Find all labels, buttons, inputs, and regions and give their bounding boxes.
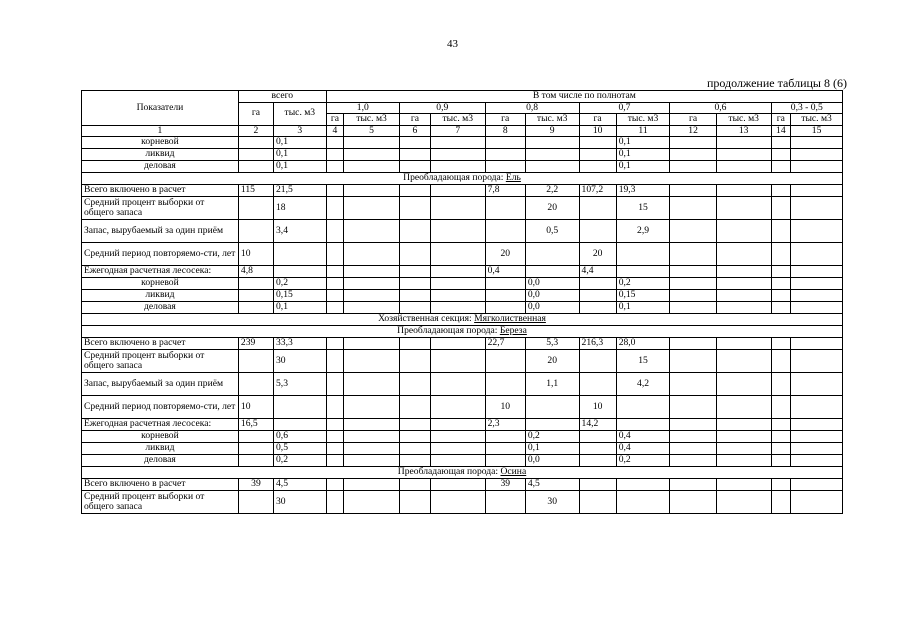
header-ha: га xyxy=(670,114,716,126)
table-row xyxy=(82,491,843,514)
header-ha: га xyxy=(485,114,525,126)
header-m3: тыс. м3 xyxy=(716,114,771,126)
col-number: 4 xyxy=(326,125,344,137)
cell-value: 19,3 xyxy=(616,185,670,197)
table-row xyxy=(82,479,843,491)
cell-value: 0,2 xyxy=(274,278,327,290)
row-label: корневой xyxy=(82,431,239,443)
cell-value: 33,3 xyxy=(274,338,327,350)
col-number: 10 xyxy=(579,125,616,137)
section-label: Преобладающая порода: xyxy=(403,172,506,184)
table-row xyxy=(82,161,843,173)
header-indicators: Показатели xyxy=(82,91,239,126)
section-row xyxy=(82,467,843,479)
table-row xyxy=(82,137,843,149)
col-number: 7 xyxy=(430,125,485,137)
col-number: 8 xyxy=(485,125,525,137)
cell-value: 0,0 xyxy=(525,278,579,290)
table-row xyxy=(82,278,843,290)
table-continuation-caption: продолжение таблицы 8 (6) xyxy=(706,76,847,90)
table-row xyxy=(82,220,843,243)
col-number: 12 xyxy=(670,125,716,137)
table-row xyxy=(82,266,843,278)
section-row xyxy=(82,326,843,338)
logging-table xyxy=(81,90,843,514)
cell-value: 39 xyxy=(238,479,273,491)
table-row xyxy=(82,290,843,302)
header-total-m3: тыс. м3 xyxy=(274,102,327,125)
row-label: деловая xyxy=(82,455,239,467)
row-label: Всего включено в расчет xyxy=(82,185,239,197)
cell-value: 216,3 xyxy=(579,338,616,350)
header-total: всего xyxy=(238,91,326,103)
header-ha: га xyxy=(771,114,791,126)
cell-value: 2,3 xyxy=(485,419,525,431)
cell-value: 10 xyxy=(485,396,525,419)
section-row xyxy=(82,314,843,326)
cell-value: 0,1 xyxy=(274,137,327,149)
row-label: Запас, вырубаемый за один приём xyxy=(82,220,239,243)
header-ha: га xyxy=(579,114,616,126)
col-number: 9 xyxy=(525,125,579,137)
col-number: 1 xyxy=(82,125,239,137)
header-m3: тыс. м3 xyxy=(344,114,400,126)
cell-value: 21,5 xyxy=(274,185,327,197)
cell-value: 28,0 xyxy=(616,338,670,350)
section-value: Береза xyxy=(499,325,527,337)
cell-value: 2,2 xyxy=(525,185,579,197)
section-value: Осина xyxy=(500,466,527,478)
col-number: 15 xyxy=(791,125,843,137)
cell-value: 0,2 xyxy=(525,431,579,443)
cell-value: 20 xyxy=(525,197,579,220)
cell-value: 10 xyxy=(238,396,273,419)
row-label: деловая xyxy=(82,161,239,173)
col-number: 14 xyxy=(771,125,791,137)
cell-value: 4,4 xyxy=(579,266,616,278)
row-label: Средний период повторяемо-сти, лет xyxy=(82,243,239,266)
cell-value: 18 xyxy=(274,197,327,220)
cell-value: 0,4 xyxy=(485,266,525,278)
cell-value: 7,8 xyxy=(485,185,525,197)
cell-value: 10 xyxy=(579,396,616,419)
table-row xyxy=(82,338,843,350)
cell-value: 0,4 xyxy=(616,431,670,443)
cell-value: 0,4 xyxy=(616,443,670,455)
cell-value: 5,3 xyxy=(274,373,327,396)
row-label: ликвид xyxy=(82,443,239,455)
cell-value: 0,5 xyxy=(274,443,327,455)
col-number: 6 xyxy=(399,125,430,137)
col-number: 2 xyxy=(238,125,273,137)
cell-value: 20 xyxy=(485,243,525,266)
row-label: Ежегодная расчетная лесосека: xyxy=(82,266,239,278)
cell-value: 0,0 xyxy=(525,455,579,467)
table-row xyxy=(82,431,843,443)
header-density: 0,6 xyxy=(670,102,771,114)
section-label: Преобладающая порода: xyxy=(397,325,500,337)
cell-value: 115 xyxy=(238,185,273,197)
section-label: Преобладающая порода: xyxy=(397,466,501,478)
header-density: 0,9 xyxy=(399,102,485,114)
col-number: 5 xyxy=(344,125,400,137)
cell-value: 0,15 xyxy=(274,290,327,302)
header-m3: тыс. м3 xyxy=(791,114,843,126)
col-number: 3 xyxy=(274,125,327,137)
cell-value: 0,1 xyxy=(616,161,670,173)
header-density: 0,3 - 0,5 xyxy=(771,102,842,114)
row-label: деловая xyxy=(82,302,239,314)
cell-value: 20 xyxy=(525,350,579,373)
table-row xyxy=(82,243,843,266)
col-number: 13 xyxy=(716,125,771,137)
table-row xyxy=(82,373,843,396)
cell-value: 5,3 xyxy=(525,338,579,350)
header-density: 0,8 xyxy=(485,102,579,114)
section-value: Мягколиственная xyxy=(474,313,546,325)
table-row xyxy=(82,350,843,373)
table-row xyxy=(82,443,843,455)
cell-value: 0,1 xyxy=(616,137,670,149)
row-label: корневой xyxy=(82,278,239,290)
cell-value: 0,5 xyxy=(525,220,579,243)
cell-value: 4,5 xyxy=(525,479,579,491)
header-m3: тыс. м3 xyxy=(430,114,485,126)
cell-value: 3,4 xyxy=(274,220,327,243)
section-row xyxy=(82,173,843,185)
row-label: ликвид xyxy=(82,149,239,161)
row-label: Средний процент выборки от общего запаса xyxy=(82,197,239,220)
table-row xyxy=(82,149,843,161)
cell-value: 0,1 xyxy=(616,149,670,161)
row-label: Всего включено в расчет xyxy=(82,338,239,350)
table-row xyxy=(82,419,843,431)
header-density: 0,7 xyxy=(579,102,670,114)
header-ha: га xyxy=(399,114,430,126)
row-label: Средний период повторяемо-сти, лет xyxy=(82,396,239,419)
cell-value: 0,1 xyxy=(274,149,327,161)
cell-value: 0,1 xyxy=(274,302,327,314)
cell-value: 39 xyxy=(485,479,525,491)
header-by-density: В том числе по полнотам xyxy=(326,91,842,103)
header-density: 1,0 xyxy=(326,102,399,114)
cell-value: 15 xyxy=(616,197,670,220)
cell-value: 15 xyxy=(616,350,670,373)
table-row xyxy=(82,455,843,467)
cell-value: 30 xyxy=(274,350,327,373)
cell-value: 10 xyxy=(238,243,273,266)
header-m3: тыс. м3 xyxy=(616,114,670,126)
page-number: 43 xyxy=(447,38,458,50)
header-ha: га xyxy=(326,114,344,126)
cell-value: 0,2 xyxy=(616,278,670,290)
cell-value: 2,9 xyxy=(616,220,670,243)
col-number: 11 xyxy=(616,125,670,137)
table-row xyxy=(82,197,843,220)
table-row xyxy=(82,396,843,419)
cell-value: 0,2 xyxy=(616,455,670,467)
cell-value: 22,7 xyxy=(485,338,525,350)
cell-value: 107,2 xyxy=(579,185,616,197)
table-row xyxy=(82,185,843,197)
cell-value: 0,15 xyxy=(616,290,670,302)
cell-value: 4,8 xyxy=(238,266,273,278)
cell-value: 1,1 xyxy=(525,373,579,396)
cell-value: 0,1 xyxy=(525,443,579,455)
cell-value: 16,5 xyxy=(238,419,273,431)
row-label: Средний процент выборки от общего запаса xyxy=(82,350,239,373)
section-label: Хозяйственная секция: xyxy=(378,313,475,325)
cell-value: 30 xyxy=(274,491,327,514)
header-total-ha: га xyxy=(238,102,273,125)
table-row xyxy=(82,302,843,314)
cell-value: 239 xyxy=(238,338,273,350)
row-label: Всего включено в расчет xyxy=(82,479,239,491)
row-label: Запас, вырубаемый за один приём xyxy=(82,373,239,396)
row-label: корневой xyxy=(82,137,239,149)
cell-value: 0,0 xyxy=(525,290,579,302)
cell-value: 0,6 xyxy=(274,431,327,443)
cell-value: 30 xyxy=(525,491,579,514)
row-label: ликвид xyxy=(82,290,239,302)
header-m3: тыс. м3 xyxy=(525,114,579,126)
cell-value: 4,5 xyxy=(274,479,327,491)
cell-value: 4,2 xyxy=(616,373,670,396)
cell-value: 0,1 xyxy=(274,161,327,173)
cell-value: 14,2 xyxy=(579,419,616,431)
section-value: Ель xyxy=(505,172,521,184)
cell-value: 0,2 xyxy=(274,455,327,467)
cell-value: 0,0 xyxy=(525,302,579,314)
row-label: Ежегодная расчетная лесосека: xyxy=(82,419,239,431)
cell-value: 20 xyxy=(579,243,616,266)
cell-value: 0,1 xyxy=(616,302,670,314)
row-label: Средний процент выборки от общего запаса xyxy=(82,491,239,514)
